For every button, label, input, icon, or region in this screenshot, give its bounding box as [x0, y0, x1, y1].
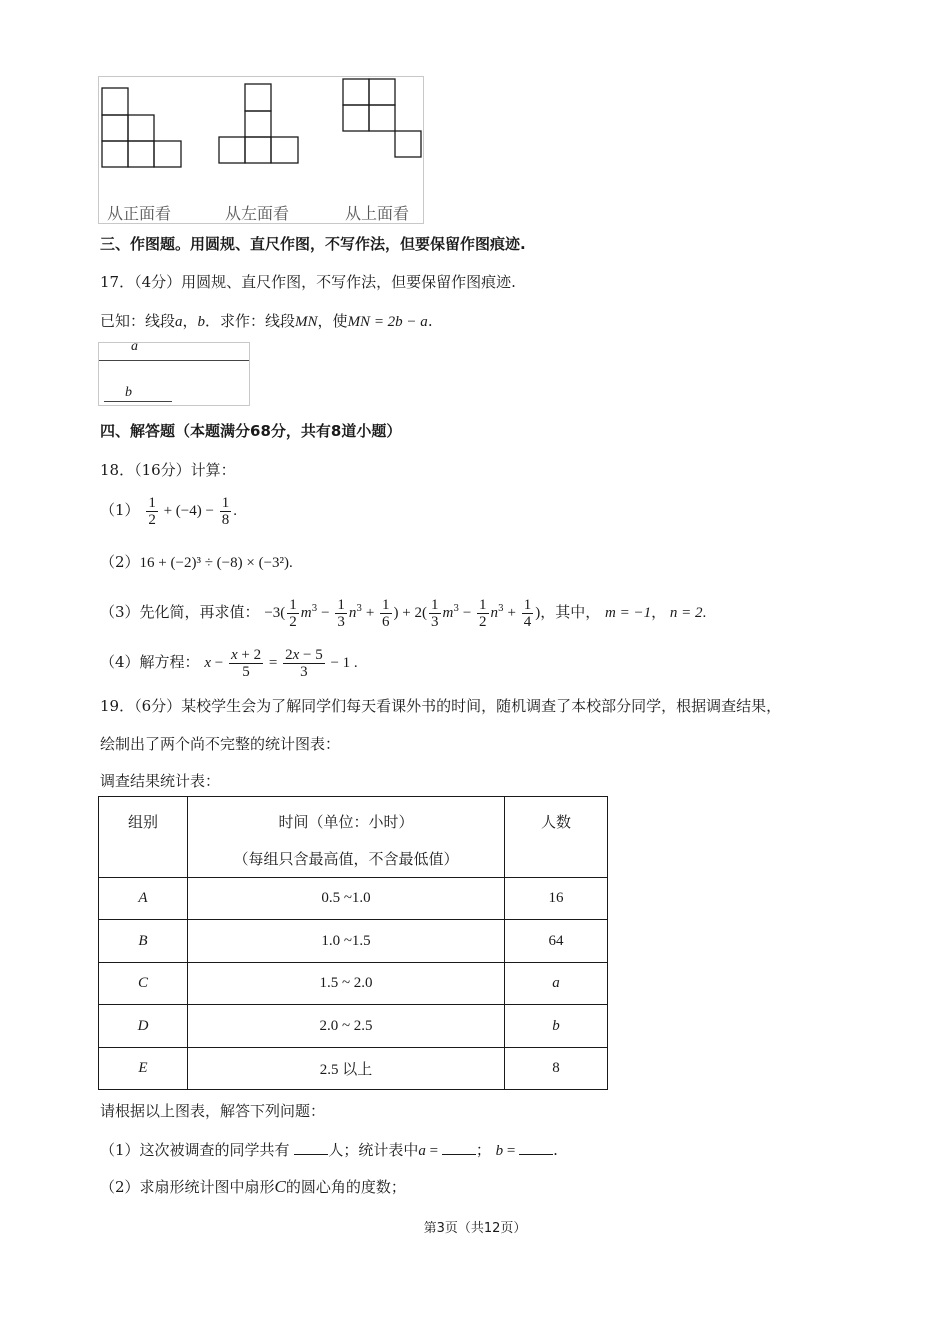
q18-part1: （1） $\frac{1}{2}$ + (−4) − $\frac{1}{8}$ .	[100, 494, 237, 528]
row-a-count: 16	[505, 878, 608, 920]
q17-var-b: b	[197, 314, 206, 330]
header-time-line1: 时间（单位：小时）	[278, 813, 414, 831]
q17-equation: MN = 2b − a	[347, 314, 428, 330]
q18-p3-m-value: m = −1	[605, 605, 652, 621]
answer-blank-b[interactable]	[519, 1140, 553, 1155]
q18-p2-expr: 16 + (−2)³ ÷ (−8) × (−3²)	[139, 555, 290, 571]
q17-end: .	[427, 312, 433, 330]
q19-sub2: （2）求扇形统计图中扇形C的圆心角的度数；	[100, 1177, 406, 1196]
q18-p1-label: （1）	[100, 501, 140, 519]
q18-part2: （2）16 + (−2)³ ÷ (−8) × (−3²).	[100, 553, 293, 571]
table-header-row	[99, 797, 608, 878]
q18-p3-label: （3）先化简，再求值：	[100, 603, 260, 621]
q19-sub1: （1）这次被调查的同学共有 人；统计表中a = ； b = .	[100, 1141, 558, 1159]
segment-a-label: a	[131, 339, 138, 354]
q19-sub2-text-b: 的圆心角的度数；	[285, 1178, 406, 1196]
top-view-label: 从上面看	[345, 204, 410, 223]
q19-stem-line1: 19．（6分）某校学生会为了解同学们每天看课外书的时间，随机调查了本校部分同学，根据调查结果，	[100, 697, 782, 715]
table-row	[99, 920, 608, 963]
front-view-label: 从正面看	[107, 204, 172, 223]
q19-sub1-text-c: ；	[475, 1141, 491, 1159]
fraction-1-2: $\frac{1}{2}$	[148, 494, 156, 528]
q17-stem: 17．（4分）用圆规、直尺作图，不写作法，但要保留作图痕迹.	[100, 273, 516, 291]
table-row	[99, 1048, 608, 1090]
q18-p2-label: （2）	[100, 553, 140, 571]
page-footer: 第3页（共12页）	[423, 1221, 527, 1236]
q17-var-a: a	[175, 314, 183, 330]
q19-after-table: 请根据以上图表，解答下列问题：	[100, 1102, 326, 1120]
row-e-count: 8	[505, 1048, 608, 1090]
q19-sub1-text-a: （1）这次被调查的同学共有	[100, 1141, 290, 1159]
section3-heading: 三、作图题。用圆规、直尺作图，不写作法，但要保留作图痕迹.	[100, 235, 526, 253]
q19-stem-line2: 绘制出了两个尚不完整的统计图表：	[100, 735, 341, 753]
q18-p3-cond: ，其中，	[540, 603, 601, 621]
row-d-time: 2.0 ~ 2.5	[188, 1005, 505, 1048]
segments-figure	[98, 339, 250, 406]
row-d-group: D	[99, 1005, 188, 1048]
table-row	[99, 963, 608, 1005]
q18-p3-n-value: n = 2	[669, 605, 703, 621]
row-c-time: 1.5 ~ 2.0	[188, 963, 505, 1005]
q18-p4-label: （4）解方程：	[100, 653, 200, 671]
answer-blank-a[interactable]	[442, 1140, 476, 1155]
header-group: 组别	[99, 797, 188, 878]
q19-sub2-text-a: （2）求扇形统计图中扇形	[100, 1178, 275, 1196]
q18-part4: （4）解方程： x − $\frac{x + 2}{5}$ = $\frac{2x - 5}{3}$ − 1 .	[100, 646, 358, 680]
left-view-label: 从左面看	[225, 204, 290, 223]
q17-given-mid: ．求作：线段	[205, 312, 296, 330]
row-a-group: A	[99, 878, 188, 920]
segment-b-label: b	[125, 385, 132, 400]
row-c-group: C	[99, 963, 188, 1005]
answer-blank-total[interactable]	[294, 1140, 328, 1155]
q17-var-mn: MN	[295, 314, 318, 330]
fraction-x-plus-2-over-5: $\frac{x + 2}{5}$	[230, 646, 262, 680]
row-e-time: 2.5 以上	[188, 1048, 505, 1090]
q18-part3: （3）先化简，再求值： −3( $\frac{1}{2}$ $m^3$ − $\frac{1}{3}$ $n^3$ + $\frac{1}{6}$ ) + 2( $\frac{1}{3}$ $m^3$ − $\frac{1}{2}$ $n^3$ + $\frac{1}{4}$ )，其中， m = −1， n = 2.	[100, 596, 707, 630]
q17-given-prefix: 已知：线段	[100, 312, 176, 330]
segment-a	[99, 360, 249, 361]
header-count: 人数	[505, 797, 608, 878]
three-view-figure	[98, 76, 424, 224]
row-a-time: 0.5 ~1.0	[188, 878, 505, 920]
section4-heading: 四、解答题（本题满分68分，共有8道小题）	[100, 422, 402, 440]
q18-stem: 18．（16分）计算：	[100, 461, 236, 479]
segment-b	[104, 401, 172, 402]
row-b-group: B	[99, 920, 188, 963]
q17-given	[100, 311, 433, 332]
table-row	[99, 1005, 608, 1048]
fraction-1-8: $\frac{1}{8}$	[221, 494, 230, 528]
q17-sep: ，	[182, 312, 198, 330]
row-e-group: E	[99, 1048, 188, 1090]
q19-table-title: 调查结果统计表：	[100, 772, 221, 790]
row-d-count: b	[505, 1005, 608, 1048]
q19-sub1-text-d: .	[553, 1141, 558, 1159]
fraction-2x-minus-5-over-3: $\frac{2x - 5}{3}$	[285, 646, 323, 680]
row-b-count: 64	[505, 920, 608, 963]
q19-sub1-text-b: 人；统计表中	[328, 1141, 419, 1159]
row-b-time: 1.0 ~1.5	[188, 920, 505, 963]
table-row	[99, 878, 608, 920]
header-time-line2: （每组只含最高值，不含最低值）	[233, 850, 459, 868]
q17-sep2: ，使	[317, 312, 348, 330]
header-time	[188, 797, 505, 878]
survey-table	[98, 796, 608, 1090]
row-c-count: a	[505, 963, 608, 1005]
